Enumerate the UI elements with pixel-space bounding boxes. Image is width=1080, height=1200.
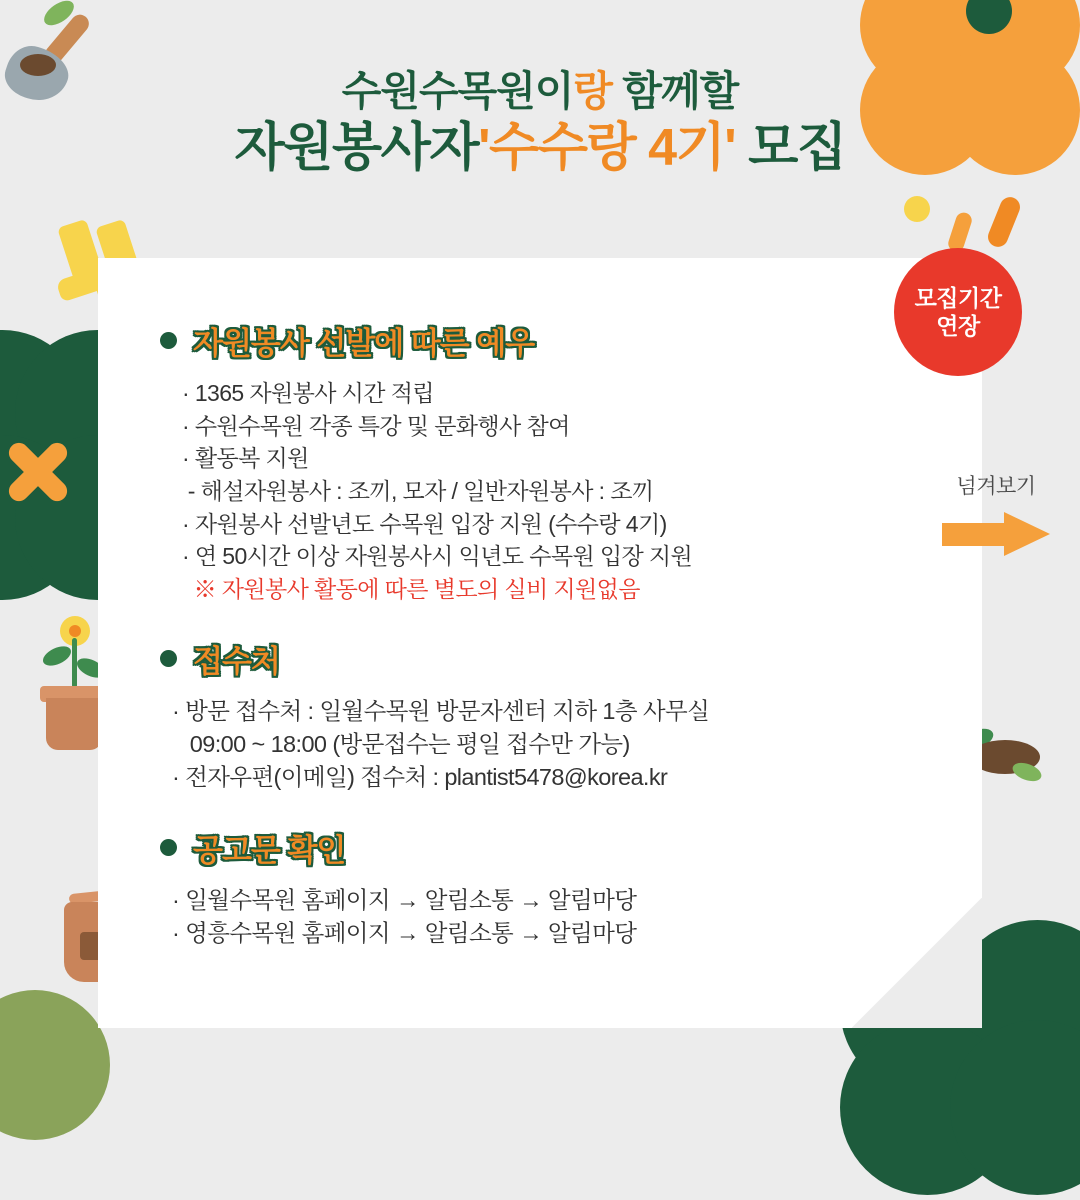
section-notice-title: 공고문 확인: [193, 832, 346, 868]
yellow-dot-icon: [904, 196, 930, 222]
section-notice-lines: [160, 884, 960, 951]
section-application: [160, 636, 960, 795]
list-item: · 일월수목원 홈페이지 → 알림소통 → 알림마당: [172, 886, 637, 913]
poster-header: [0, 66, 1080, 181]
section-notice-header: [160, 825, 960, 870]
leaf-icon: [40, 0, 78, 30]
list-item: · 연 50시간 이상 자원봉사시 익년도 수목원 입장 지원: [182, 543, 693, 570]
list-item: · 영흥수목원 홈페이지 → 알림소통 → 알림마당: [172, 920, 637, 947]
section-benefits-lines: [160, 377, 960, 606]
badge-line-1: 모집기간: [914, 284, 1002, 311]
page-title-line2: [0, 117, 1080, 180]
list-item: · 수원수목원 각종 특강 및 문화행사 참여: [182, 412, 570, 439]
list-item: - 해설자원봉사 : 조끼, 모자 / 일반자원봉사 : 조끼: [182, 477, 654, 504]
section-notice: [160, 825, 960, 951]
section-application-title: 접수처: [193, 643, 280, 679]
list-item: · 자원봉사 선발년도 수목원 입장 지원 (수수랑 4기): [182, 510, 667, 537]
title-line2-highlight: '수수랑 4기': [478, 119, 736, 178]
badge-line-2: 연장: [936, 313, 980, 339]
title-line1-highlight: 랑: [573, 68, 613, 114]
title-line2-part2: 모집: [735, 119, 846, 178]
list-item: · 전자우편(이메일) 접수처 : plantist5478@korea.kr: [172, 764, 668, 791]
title-line2-part1: 자원봉사자: [234, 119, 479, 178]
list-item: · 1365 자원봉사 시간 적립: [182, 380, 434, 406]
olive-circle-icon: [0, 990, 110, 1140]
page-title-line1: [0, 66, 1080, 117]
section-application-lines: [160, 695, 960, 795]
section-benefits: [160, 318, 960, 606]
bullet-dot-icon: [160, 332, 177, 349]
list-item-note: ※ 자원봉사 활동에 따른 별도의 실비 지원없음: [182, 575, 640, 602]
section-benefits-title: 자원봉사 선발에 따른 예우: [193, 326, 535, 361]
orange-dash-small-icon: [946, 211, 974, 254]
poster-body: [160, 318, 960, 950]
status-badge: [894, 248, 1022, 376]
list-item: 09:00 ~ 18:00 (방문접수는 평일 접수만 가능): [172, 730, 630, 757]
section-benefits-header: [160, 318, 960, 363]
next-page-label: 넘겨보기: [956, 475, 1036, 498]
list-item: · 활동복 지원: [182, 445, 309, 472]
bullet-dot-icon: [160, 650, 177, 667]
title-line1-part1: 수원수목원이: [341, 68, 574, 114]
bullet-dot-icon: [160, 839, 177, 856]
title-line1-part2: 함께할: [612, 68, 739, 114]
section-application-header: [160, 636, 960, 681]
orange-dash-icon: [985, 194, 1023, 250]
list-item: · 방문 접수처 : 일월수목원 방문자센터 지하 1층 사무실: [172, 697, 710, 724]
